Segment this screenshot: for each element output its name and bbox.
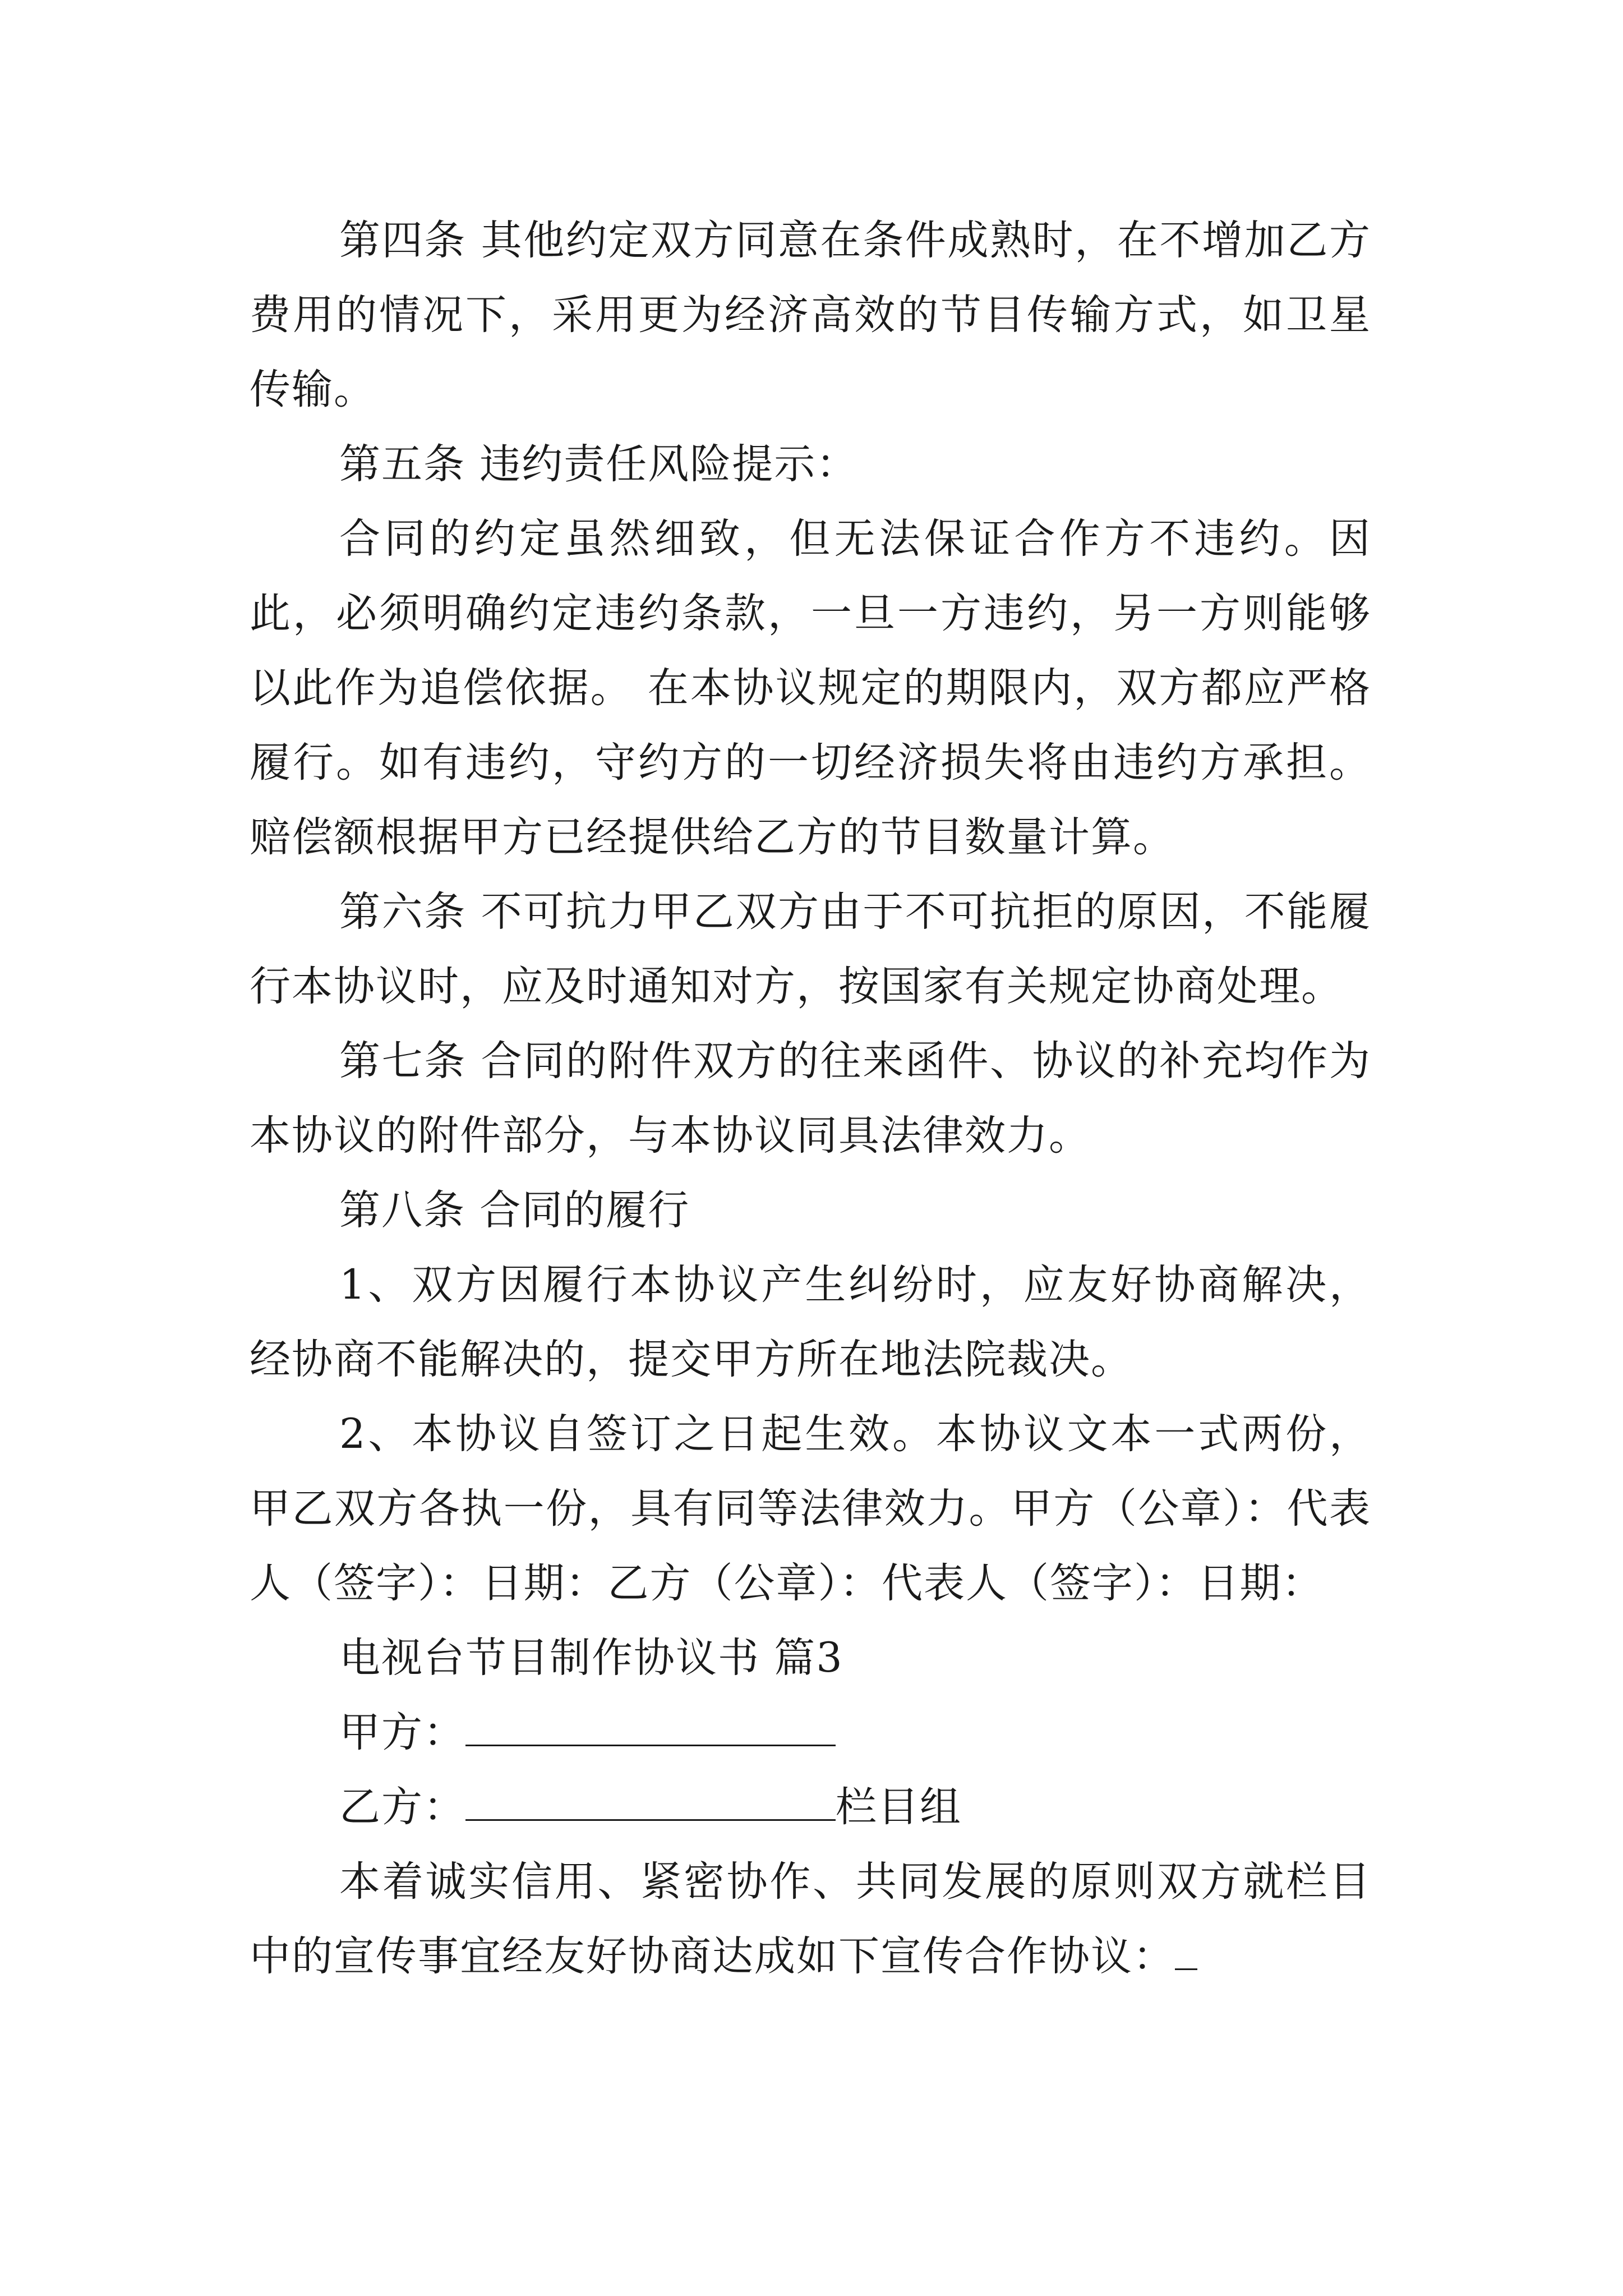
closing-blank [1175,1929,1197,1970]
party-b-suffix: 栏目组 [836,1783,962,1831]
paragraph-article-7: 第七条 合同的附件双方的往来函件、协议的补充均作为本协议的附件部分，与本协议同具法律效力。 [250,1037,1371,1159]
party-a-blank [465,1705,836,1746]
paragraph-breach-liability: 合同的约定虽然细致，但无法保证合作方不违约。因此，必须明确约定违约条款，一旦一方违约，另一方则能够以此作为追偿依据。 在本协议规定的期限内，双方都应严格履行。如有违约，守约方的一切经济损失将由违约方承担。赔偿额根据甲方已经提供给乙方的节目数量计算。 [250,515,1371,861]
paragraph-article-4: 第四条 其他约定双方同意在条件成熟时，在不增加乙方费用的情况下，采用更为经济高效的节目传输方式，如卫星传输。 [250,217,1371,413]
section-title-part-3: 电视台节目制作协议书 篇3 [339,1634,843,1682]
paragraph-effectiveness: 2、本协议自签订之日起生效。本协议文本一式两份，甲乙双方各执一份，具有同等法律效力。甲方（公章）：代表人（签字）：日期：乙方（公章）：代表人（签字）：日期： [250,1410,1371,1607]
paragraph-article-5-heading: 第五条 违约责任风险提示： [339,440,859,488]
paragraph-article-8-heading: 第八条 合同的履行 [339,1186,690,1234]
paragraph-article-6: 第六条 不可抗力甲乙双方由于不可抗拒的原因，不能履行本协议时，应及时通知对方，按国家有关规定协商处理。 [250,888,1371,1010]
document-body [250,203,1371,1994]
party-b-label: 乙方： [339,1783,465,1831]
party-a-line [250,1695,1371,1770]
closing-text: 本着诚实信用、紧密协作、共同发展的原则双方就栏目中的宣传事宜经友好协商达成如下宣传合作协议： [250,1858,1371,1980]
party-a-label: 甲方： [339,1709,465,1756]
paragraph-dispute-resolution: 1、双方因履行本协议产生纠纷时，应友好协商解决，经协商不能解决的，提交甲方所在地法院裁决。 [250,1261,1371,1383]
party-b-line [250,1770,1371,1844]
paragraph-cooperation-intro [250,1844,1371,1994]
party-b-blank [465,1780,836,1821]
